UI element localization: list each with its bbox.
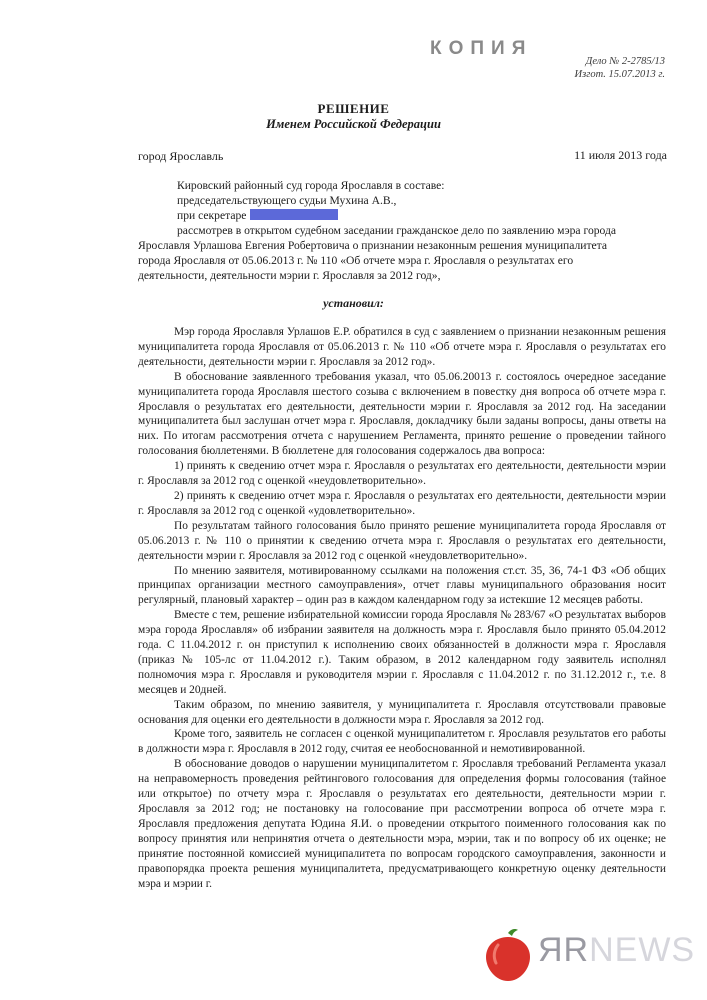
secretary-label: при секретаре — [177, 209, 247, 222]
paragraph: 1) принять к сведению отчет мэра г. Ярославля о результатах его деятельности, деятельности мэрии г. Ярославля за 2012 год с оценкой «неудовлетворительно». — [138, 460, 666, 488]
yarnews-logo-text — [538, 931, 695, 970]
redaction-bar — [250, 209, 338, 220]
paragraph: Таким образом, по мнению заявителя, у муниципалитета г. Ярославля отсутствовали правовые основания для оценки его деятельности в должности мэра г. Ярославля за 2012 год. — [138, 698, 666, 726]
paragraph: Мэр города Ярославля Урлашов Е.Р. обратился в суд с заявлением о признании незаконным решения муниципалитета города Ярославля от 05.06.2013 г. № 110 «Об отчете мэра г. Ярославля о результатах его деятельности, деятельности мэрии г. Ярославля за 2012 год». — [138, 326, 666, 368]
paragraph: В обоснование доводов о нарушении муниципалитетом г. Ярославля требований Регламента указал на неправомерность проведения рейтингового голосования для определения формы голосования (тайное или открытое) по отчету мэра г. Ярославля о результатах его деятельности, деятельности мэрии г. Ярославля за 2012 год; не постановку на голосование при рассмотрении вопроса об отчете мэра г. Ярославля предложения депутата Юдина Я.И. о проведении открытого поименного голосования как по вопросу принятия или непринятия отчета о деятельности мэра, мэрии, так и по вопросу об их оценке; не принятие постоянной комиссией муниципалитета по вопросам городского самоуправления, законности и правопорядка проекта решения муниципалитета, предусматривающего конкретную оценку деятельности мэра и мэрии г. — [138, 758, 666, 890]
judge-line: председательствующего судьи Мухина А.В., — [177, 194, 397, 207]
decision-body — [138, 325, 666, 891]
logo-text-a: ЯR — [538, 931, 590, 969]
court-line: Кировский районный суд города Ярославля в составе: — [177, 179, 445, 192]
intro-line-1: рассмотрев в открытом судебном заседании гражданское дело по заявлению мэра города — [177, 224, 617, 237]
intro-line-4: деятельности, деятельности мэрии г. Ярославля за 2012 год», — [138, 269, 441, 282]
pepper-icon — [478, 925, 538, 985]
paragraph: 2) принять к сведению отчет мэра г. Ярославля о результатах его деятельности, деятельности мэрии г. Ярославля за 2012 год с оценкой «удовлетворительно». — [138, 489, 666, 517]
document-title: РЕШЕНИЕ — [317, 101, 390, 116]
city: город Ярославль — [138, 149, 224, 163]
decision-date: 11 июля 2013 года — [574, 148, 667, 162]
paragraph: По мнению заявителя, мотивированному ссылками на положения ст.ст. 35, 36, 74-1 ФЗ «Об общих принципах организации местного самоуправления», отчет главы муниципального образования носит регулярный, плановый характер – один раз в каждом календарном году за истекшие 12 месяцев работы. — [138, 564, 666, 607]
made-date: Изгот. 15.07.2013 г. — [574, 69, 665, 80]
document-subtitle: Именем Российской Федерации — [266, 117, 441, 131]
yarnews-watermark — [478, 925, 696, 985]
intro-line-3: города Ярославля от 05.06.2013 г. № 110 «Об отчете мэра г. Ярославля о результатах его — [138, 254, 574, 267]
paragraph: Кроме того, заявитель не согласен с оценкой муниципалитетом г. Ярославля результатов его работы в должности мэра г. Ярославля в 2012 году, считая ее необоснованной и немотивированной. — [138, 728, 666, 756]
copy-stamp: КОПИЯ — [430, 38, 533, 59]
established-heading: установил: — [323, 296, 384, 310]
logo-text-b: NEWS — [589, 931, 696, 969]
paragraph: Вместе с тем, решение избирательной комиссии города Ярославля № 283/67 «О результатах выборов мэра города Ярославля» об избрании заявителя на должность мэра г. Ярославля было принято 05.04.2012 года. С 11.04.2012 г. он приступил к исполнению своих обязанностей в должности мэра г. Ярославля (приказ № 105-лс от 11.04.2012 г.). Таким образом, в 2012 календарном году заявитель исполнял полномочия мэра г. Ярославля и руководителя мэрии г. Ярославля с 11.04.2012 г. по 31.12.2012 г., т.е. 8 месяцев и 20дней. — [138, 609, 666, 696]
paragraph: По результатам тайного голосования было принято решение муниципалитета города Ярославля от 05.06.2013 г. № 110 о принятии к сведению отчета мэра г. Ярославля о результатах его деятельности, деятельности мэрии г. Ярославля за 2012 год с оценкой «неудовлетворительно». — [138, 519, 666, 562]
secretary-line — [177, 209, 338, 222]
case-number: Дело № 2-2785/13 — [585, 56, 665, 67]
case-info — [575, 55, 665, 81]
intro-line-2: Ярославля Урлашова Евгения Робертовича о признании незаконным решения муниципалитета — [138, 239, 608, 252]
paragraph: В обоснование заявленного требования указал, что 05.06.20013 г. состоялось очередное заседание муниципалитета города Ярославля шестого созыва с включением в повестку дня вопроса об отчете мэра г. Ярославля о результатах его деятельности, деятельности мэрии г. Ярославля за 2012 год. На заседании муниципалитета был заслушан отчет мэра г. Ярославля, докладчику были заданы вопросы, даны ответы на них. По итогам рассмотрения отчета с нарушением Регламента, принято решение о проведении тайного голосования бюллетенями. В бюллетене для голосования содержалось два вопроса: — [138, 370, 666, 458]
